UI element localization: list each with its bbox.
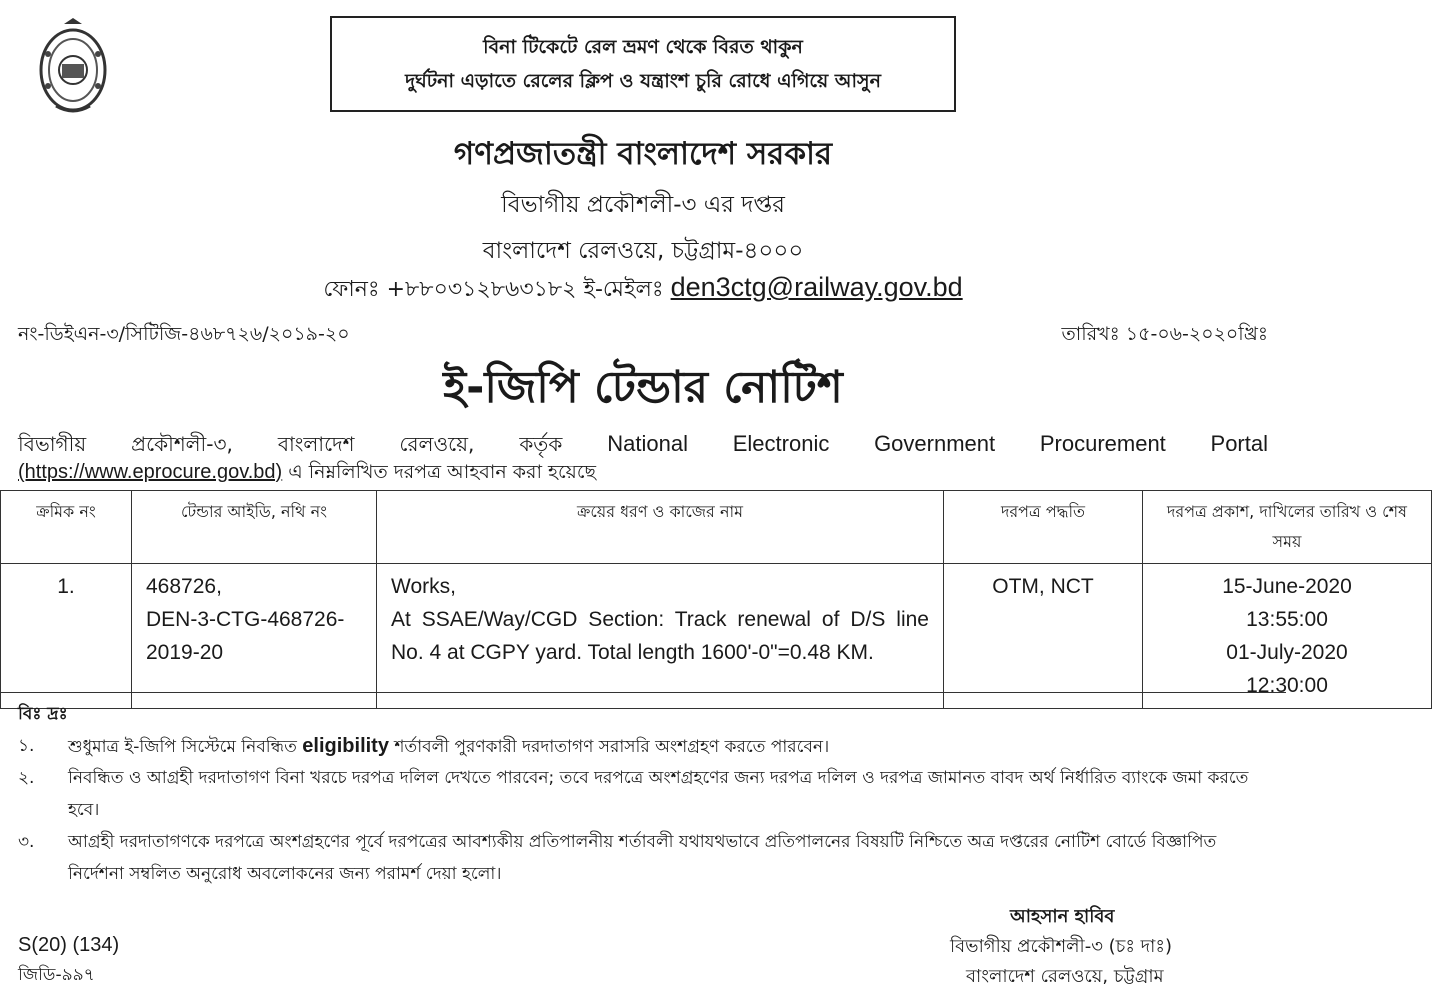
publish-time: 13:55:00 (1246, 608, 1328, 631)
email-label: ই-মেইলঃ (583, 277, 664, 302)
cell-method: OTM, NCT (944, 564, 1143, 709)
header-tender-id: টেন্ডার আইডি, নথি নং (132, 491, 377, 564)
notice-date: তারিখঃ ১৫-০৬-২০২০খ্রিঃ (1061, 323, 1268, 345)
publish-date: 15-June-2020 (1222, 575, 1352, 598)
gd-code: জিডি-৯৯৭ (18, 965, 95, 985)
header-work-name: ক্রয়ের ধরণ ও কাজের নাম (377, 491, 944, 564)
note-1-before: শুধুমাত্র ই-জিপি সিস্টেমে নিবন্ধিত (68, 737, 297, 757)
note-text: আগ্রহী দরদাতাগণকে দরপত্রে অংশগ্রহণের পূর্বে দরপত্রের আবশ্যকীয় প্রতিপালনীয় শর্তাবলী যথাযথভাবে প্রতিপালনের বিষয়টি নিশ্চিতে অত্র দপ্তরের নোটিশ বোর্ডে বিজ্ঞাপিত নির্দেশনা সম্বলিত অনুরোধ অবলোকনের জন্য পরামর্শ দেয়া হলো। (68, 832, 1217, 884)
office-address: বাংলাদেশ রেলওয়ে, চট্টগ্রাম-৪০০০ (482, 238, 804, 264)
phone-label: ফোনঃ (323, 277, 380, 302)
header-dates: দরপত্র প্রকাশ, দাখিলের তারিখ ও শেষ সময় (1143, 491, 1432, 564)
closing-date: 01-July-2020 (1226, 641, 1348, 664)
banner-line-1: বিনা টিকেটে রেল ভ্রমণ থেকে বিরত থাকুন (483, 36, 803, 58)
tender-id: 468726, (146, 575, 222, 598)
intro-part-3: এ নিম্নলিখিত দরপত্র আহবান করা হয়েছে (288, 461, 597, 483)
closing-time: 12:30:00 (1246, 674, 1328, 697)
signatory-designation: বিভাগীয় প্রকৌশলী-৩ (চঃ দাঃ) (950, 936, 1172, 957)
contact-line (0, 272, 1286, 309)
note-item-3 (18, 826, 1268, 890)
signatory-organization: বাংলাদেশ রেলওয়ে, চট্টগ্রাম (966, 966, 1164, 987)
note-item-1 (18, 730, 1268, 763)
publication-code: S(20) (134) (18, 934, 120, 956)
note-1-after: শর্তাবলী পুরণকারী দরদাতাগণ সরাসরি অংশগ্রহণ করতে পারবেন। (394, 737, 830, 757)
work-name: At SSAE/Way/CGD Section: Track renewal of D/S line No. 4 at CGPY yard. Total length 1600'-0"=0.48 KM. (391, 608, 929, 664)
office-name: বিভাগীয় প্রকৌশলী-৩ এর দপ্তর (501, 192, 785, 218)
file-no: DEN-3-CTG-468726-2019-20 (146, 608, 345, 664)
note-item-2 (18, 762, 1268, 826)
intro-line-1 (18, 428, 1268, 460)
email-link[interactable]: den3ctg@railway.gov.bd (670, 272, 963, 302)
cell-work-name (377, 564, 944, 709)
header-method: দরপত্র পদ্ধতি (944, 491, 1143, 564)
cell-dates (1143, 564, 1432, 709)
railway-emblem-icon (36, 14, 110, 118)
table-header-row (1, 491, 1432, 564)
intro-part-2: National Electronic Government Procurement Portal (607, 431, 1268, 456)
table-row (1, 564, 1432, 709)
cell-serial: 1. (1, 564, 132, 709)
banner-line-2: দুর্ঘটনা এড়াতে রেলের ক্লিপ ও যন্ত্রাংশ চুরি রোধে এগিয়ে আসুন (405, 70, 881, 92)
note-text (68, 730, 1268, 763)
intro-part-1: বিভাগীয় প্রকৌশলী-৩, বাংলাদেশ রেলওয়ে, কর্তৃক (18, 432, 563, 456)
notes-heading: বিঃ দ্রঃ (18, 704, 68, 724)
signatory-name: আহসান হাবিব (1010, 906, 1115, 927)
note-text: নিবন্ধিত ও আগ্রহী দরদাতাগণ বিনা খরচে দরপত্র দলিল দেখতে পারবেন; তবে দরপত্রে অংশগ্রহণের জন্য দরপত্র দলিল ও দরপত্র জামানত বাবদ অর্থ নির্ধারিত ব্যাংকে জমা করতে হবে। (68, 768, 1249, 820)
safety-banner (330, 16, 956, 112)
note-number: ২. (18, 768, 35, 788)
phone-number: +৮৮০৩১২৮৬৩১৮২ (386, 277, 577, 302)
notice-title: ই-জিপি টেন্ডার নোটিশ (443, 362, 843, 413)
note-1-eligibility: eligibility (302, 735, 389, 757)
note-number: ১. (18, 736, 35, 756)
memo-number: নং-ডিইএন-৩/সিটিজি-৪৬৮৭২৬/২০১৯-২০ (18, 323, 350, 345)
tender-table (0, 490, 1432, 709)
header-serial: ক্রমিক নং (1, 491, 132, 564)
eprocure-link[interactable]: (https://www.eprocure.gov.bd) (18, 461, 283, 483)
procurement-type: Works, (391, 575, 456, 598)
government-title: গণপ্রজাতন্ত্রী বাংলাদেশ সরকার (453, 136, 833, 172)
cell-tender-id (132, 564, 377, 709)
intro-line-2 (18, 458, 596, 486)
note-number: ৩. (18, 832, 35, 852)
